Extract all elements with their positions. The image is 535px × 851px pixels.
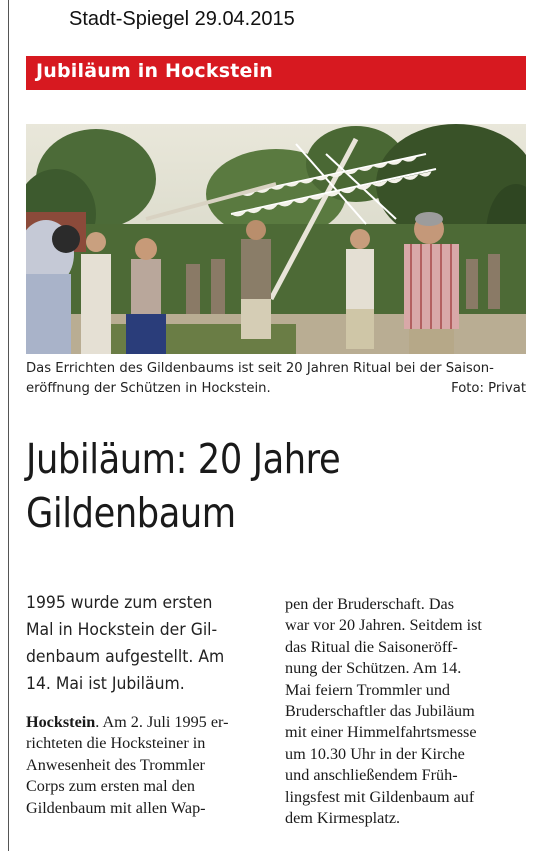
body-line: [26, 712, 266, 733]
body-line-rest: . Am 2. Juli 1995 er-: [95, 713, 229, 731]
dateline: Hockstein: [26, 713, 96, 731]
lead-line: 14. Mai ist Jubiläum.: [26, 674, 185, 694]
photo-credit: Foto: Privat: [451, 381, 526, 396]
body-line: Corps zum ersten mal den: [26, 777, 196, 796]
article-lead: [26, 590, 247, 698]
photo-caption: [26, 359, 526, 399]
body-line: Gildenbaum mit allen Wap-: [26, 798, 206, 817]
publication-source: Stadt-Spiegel 29.04.2015: [69, 8, 295, 30]
caption-line-1: Das Errichten des Gildenbaums ist seit 20 Jahren Ritual bei der Saison-: [26, 361, 494, 376]
body-line: richteten die Hocksteiner in: [26, 734, 206, 753]
article-column-right: [285, 594, 530, 829]
body-line: und anschließendem Früh-: [285, 766, 458, 785]
body-line: war vor 20 Jahren. Seitdem ist: [285, 616, 482, 635]
section-banner-title: Jubiläum in Hockstein: [36, 60, 274, 82]
body-text-right: [285, 594, 530, 829]
body-line: um 10.30 Uhr in der Kirche: [285, 744, 465, 763]
body-line: das Ritual die Saisoneröff-: [285, 637, 458, 656]
headline-line-2: Gildenbaum: [26, 489, 236, 537]
body-line: nung der Schützen. Am 14.: [285, 659, 462, 678]
body-line: lingsfest mit Gildenbaum auf: [285, 787, 475, 806]
body-line: mit einer Himmelfahrtsmesse: [285, 723, 477, 742]
lead-line: 1995 wurde zum ersten: [26, 593, 213, 613]
body-line: dem Kirmesplatz.: [285, 809, 401, 828]
body-line: Bruderschaftler das Jubiläum: [285, 702, 475, 721]
caption-line-2: eröffnung der Schützen in Hockstein.: [26, 381, 271, 396]
lead-line: denbaum aufgestellt. Am: [26, 647, 225, 667]
body-line: Anwesenheit des Trommler: [26, 755, 205, 774]
body-line: Mai feiern Trommler und: [285, 680, 451, 699]
headline-line-1: Jubiläum: 20 Jahre: [26, 435, 341, 483]
lead-line: Mal in Hockstein der Gil-: [26, 620, 218, 640]
article-column-left: [26, 590, 266, 819]
body-line: pen der Bruderschaft. Das: [285, 595, 455, 613]
article-headline: [26, 432, 460, 540]
page-margin-rule: [8, 0, 9, 851]
article-photo: [26, 124, 526, 354]
section-banner: [26, 56, 526, 90]
body-text-left: [26, 712, 266, 819]
